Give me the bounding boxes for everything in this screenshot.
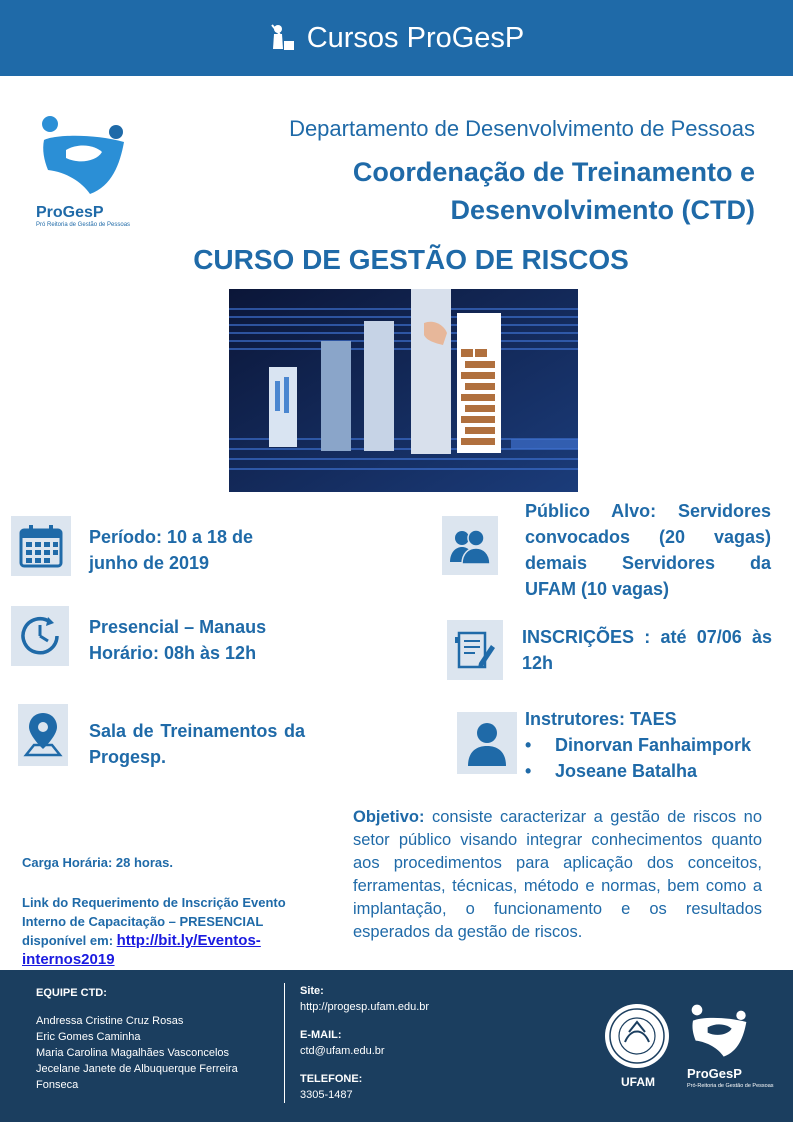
presenter-icon	[269, 23, 295, 53]
audience-line3: demais Servidores da	[525, 553, 771, 573]
registration-line1: INSCRIÇÕES : até 07/06 às	[522, 627, 772, 647]
calendar-icon	[18, 523, 64, 569]
logo-subtitle: Pró Reitoria de Gestão de Pessoas	[36, 222, 131, 228]
logo-name: ProGesP	[36, 204, 104, 221]
site-label: Site:	[300, 985, 324, 997]
footer-progesp-subtitle: Pró-Reitoria de Gestão de Pessoas	[687, 1083, 774, 1089]
instructor-name: Joseane Batalha	[555, 761, 698, 781]
registration-line2: 12h	[522, 653, 554, 673]
list-item	[525, 758, 785, 784]
audience-line2: convocados (20 vagas)	[525, 527, 771, 547]
link-line2: Interno de Capacitação – PRESENCIAL	[22, 914, 264, 929]
hero-image	[229, 289, 578, 492]
workload: Carga Horária: 28 horas.	[22, 855, 174, 870]
team-member: Maria Carolina Magalhães Vasconcelos	[36, 1047, 230, 1059]
coordination-title	[235, 153, 755, 229]
form-pen-icon	[453, 627, 497, 673]
clock-icon-box	[11, 606, 69, 666]
instructors-heading: Instrutores: TAES	[525, 709, 677, 729]
ufam-seal-icon	[603, 1002, 671, 1070]
period-line1: Período: 10 a 18 de	[89, 527, 254, 547]
period-line2: junho de 2019	[89, 553, 210, 573]
footer-progesp-logo	[687, 1002, 777, 1090]
modality-line1: Presencial – Manaus	[89, 617, 267, 637]
coordination-line1: Coordenação de Treinamento e	[352, 157, 755, 187]
location-line1: Sala de Treinamentos da	[89, 721, 305, 741]
registration-link[interactable]: http://bit.ly/Eventos-internos2019	[22, 932, 261, 968]
footer-progesp-label: ProGesP	[687, 1066, 742, 1081]
email-label: E-MAIL:	[300, 1029, 342, 1041]
location-line2: Progesp.	[89, 747, 167, 767]
period-info	[89, 524, 289, 576]
calendar-icon-box	[11, 516, 71, 576]
department-title: Departamento de Desenvolvimento de Pessoas	[289, 116, 755, 141]
location-pin-icon	[22, 709, 64, 761]
audience-icon-box	[442, 516, 498, 575]
location-icon-box	[18, 704, 68, 766]
objective-paragraph	[353, 806, 762, 944]
course-title: CURSO DE GESTÃO DE RISCOS	[193, 244, 629, 275]
instructor-name: Dinorvan Fanhaimpork	[555, 735, 752, 755]
team-member: Jecelane Janete de Albuquerque Ferreira	[36, 1063, 238, 1075]
header-title: Cursos ProGesP	[306, 21, 525, 54]
progesp-logo	[36, 112, 136, 230]
header	[0, 0, 793, 76]
registration-icon-box	[447, 620, 503, 680]
clock-icon	[17, 613, 63, 659]
audience-info	[525, 498, 771, 602]
progesp-logo-mark-white	[687, 1002, 755, 1062]
phone-number: 3305-1487	[300, 1089, 353, 1101]
team-heading: EQUIPE CTD:	[36, 987, 107, 999]
ufam-label: UFAM	[621, 1075, 655, 1089]
email-link[interactable]: ctd@ufam.edu.br	[300, 1045, 385, 1057]
modality-line2: Horário: 08h às 12h	[89, 643, 257, 663]
objective-text: consiste caracterizar a gestão de riscos no setor público visando integrar conhecimentos quanto aos procedimentos para aplicação dos conceitos, ferramentas, técnicas, método e normas, bem como a implantação, o funcionamento e os resultados esperados da gestão de riscos.	[353, 808, 762, 941]
list-item	[525, 732, 785, 758]
coordination-line2: Desenvolvimento (CTD)	[450, 195, 755, 225]
contact-section	[300, 983, 500, 1103]
team-member: Fonseca	[36, 1079, 79, 1091]
team-section	[36, 985, 276, 1093]
link-line1: Link do Requerimento de Inscrição Evento	[22, 895, 286, 910]
bullet: •	[525, 735, 532, 755]
link-line3: disponível em:	[22, 933, 117, 948]
phone-label: TELEFONE:	[300, 1073, 363, 1085]
modality-info	[89, 614, 299, 666]
bullet: •	[525, 761, 532, 781]
progesp-logo-mark	[36, 112, 136, 202]
ufam-logo	[603, 1002, 673, 1090]
people-icon	[448, 526, 492, 566]
team-member: Eric Gomes Caminha	[36, 1031, 141, 1043]
location-info	[89, 718, 305, 770]
audience-line4: UFAM (10 vagas)	[525, 579, 670, 599]
registration-info	[522, 624, 772, 676]
objective-label: Objetivo:	[353, 808, 425, 826]
instructor-icon-box	[457, 712, 517, 774]
team-member: Andressa Cristine Cruz Rosas	[36, 1015, 184, 1027]
instructors-list	[525, 732, 785, 784]
instructors-info	[525, 706, 785, 784]
site-link[interactable]: http://progesp.ufam.edu.br	[300, 1001, 430, 1013]
audience-line1: Público Alvo: Servidores	[525, 501, 771, 521]
person-icon	[464, 718, 510, 768]
link-info	[22, 893, 342, 969]
footer-divider	[284, 983, 285, 1103]
